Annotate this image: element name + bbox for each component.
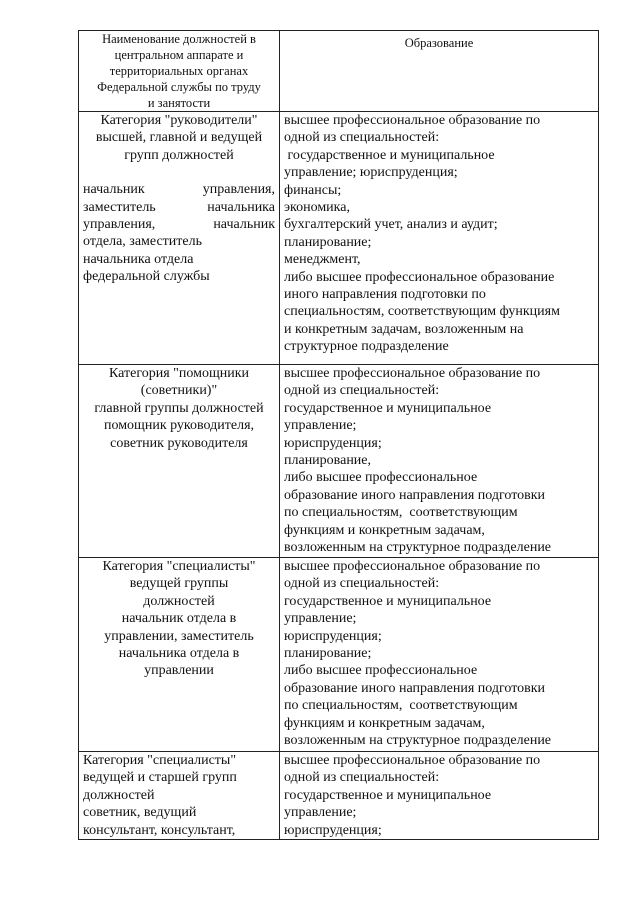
education-cell xyxy=(280,752,599,840)
education-line: управление; xyxy=(284,805,357,821)
positions-cell xyxy=(79,365,280,558)
education-line: функциям и конкретным задачам, xyxy=(284,522,485,538)
category-line: групп должностей xyxy=(124,147,234,163)
category-line: Категория "специалисты" xyxy=(102,559,256,574)
position-line: консультант, консультант, xyxy=(83,822,236,838)
table-row xyxy=(79,752,599,840)
category-line: ведущей и старшей групп xyxy=(83,770,237,786)
education-cell xyxy=(280,112,599,365)
education-line: планирование; xyxy=(284,234,372,250)
education-line: высшее профессиональное образование по xyxy=(284,753,541,768)
education-line: либо высшее профессиональное xyxy=(284,470,478,486)
education-line: высшее профессиональное образование по xyxy=(284,113,541,128)
education-line: юриспруденция; xyxy=(284,822,382,838)
category-line: управлении xyxy=(144,663,214,679)
education-line: государственное и муниципальное xyxy=(284,787,492,803)
education-line: финансы; xyxy=(284,182,342,198)
category-line: управлении, заместитель xyxy=(104,628,254,644)
education-line: либо высшее профессиональное образование xyxy=(284,269,555,285)
education-line: и конкретным задачам, возложенным на xyxy=(284,321,524,337)
education-line: специальностям, соответствующим функциям xyxy=(284,304,560,320)
education-line: возложенным на структурное подразделение xyxy=(284,733,552,749)
header-education: Образование xyxy=(280,31,599,112)
table-row xyxy=(79,112,599,365)
education-cell xyxy=(280,558,599,752)
positions-cell xyxy=(79,558,280,752)
position-line: федеральной службы xyxy=(83,269,210,285)
category-line: помощник руководителя, xyxy=(103,418,255,434)
position-line: начальника отдела xyxy=(83,251,194,267)
table-row xyxy=(79,365,599,558)
education-line: по специальностям, соответствующим xyxy=(284,505,518,521)
position-line: советник, ведущий xyxy=(83,805,197,821)
education-line: юриспруденция; xyxy=(284,435,382,451)
education-line: управление; юриспруденция; xyxy=(284,165,458,181)
education-line: управление; xyxy=(284,611,357,627)
education-line: структурное подразделение xyxy=(284,339,449,355)
category-line: должностей xyxy=(83,787,155,803)
header-line: и занятости xyxy=(147,96,211,110)
education-line: государственное и муниципальное xyxy=(284,400,492,416)
category-line: Категория "специалисты" xyxy=(83,753,237,768)
education-cell xyxy=(280,365,599,558)
education-line: одной из специальностей: xyxy=(284,383,440,399)
education-line: высшее профессиональное образование по xyxy=(284,559,541,574)
category-line: ведущей группы xyxy=(129,576,229,592)
education-line: управление; xyxy=(284,418,357,434)
position-line: отдела, заместитель xyxy=(83,234,202,250)
table-row xyxy=(79,558,599,752)
education-line: образование иного направления подготовки xyxy=(284,487,546,503)
category-line: Категория "руководители" xyxy=(100,113,258,128)
header-line: Федеральной службы по труду xyxy=(97,80,261,94)
education-line: одной из специальностей: xyxy=(284,770,440,786)
education-line: менеджмент, xyxy=(284,252,361,268)
education-line: либо высшее профессиональное xyxy=(284,663,478,679)
qualification-table xyxy=(78,30,599,840)
table-header-row xyxy=(79,31,599,112)
category-line: начальник отдела в xyxy=(121,611,237,627)
header-line: центральном аппарате и xyxy=(114,48,244,62)
education-line: одной из специальностей: xyxy=(284,576,440,592)
category-line: главной группы должностей xyxy=(94,400,264,416)
education-line: государственное и муниципальное xyxy=(284,593,492,609)
education-line: государственное и муниципальное xyxy=(284,147,495,163)
education-line: по специальностям, соответствующим xyxy=(284,698,518,714)
header-line: Наименование должностей в xyxy=(102,32,256,46)
education-line: одной из специальностей: xyxy=(284,130,440,146)
education-line: высшее профессиональное образование по xyxy=(284,366,541,381)
education-line: бухгалтерский учет, анализ и аудит; xyxy=(284,217,498,233)
category-line: Категория "помощники xyxy=(108,366,250,381)
education-line: возложенным на структурное подразделение xyxy=(284,540,552,556)
education-line: функциям и конкретным задачам, xyxy=(284,715,485,731)
education-line: иного направления подготовки по xyxy=(284,287,486,303)
education-line: планирование, xyxy=(284,453,372,469)
category-line: советник руководителя xyxy=(110,435,248,451)
position-line: заместитель начальника xyxy=(83,199,275,215)
header-line: территориальных органах xyxy=(109,64,249,78)
positions-cell xyxy=(79,112,280,365)
position-line: управления, начальник xyxy=(83,217,275,233)
category-line: (советники)" xyxy=(140,383,218,399)
education-line: образование иного направления подготовки xyxy=(284,680,546,696)
education-line: экономика, xyxy=(284,200,350,216)
positions-cell xyxy=(79,752,280,840)
position-line: начальник управления, xyxy=(83,182,275,198)
education-line: планирование; xyxy=(284,646,372,662)
category-line: должностей xyxy=(143,593,215,609)
category-line: высшей, главной и ведущей xyxy=(95,130,263,146)
education-line: юриспруденция; xyxy=(284,628,382,644)
category-line: начальника отдела в xyxy=(118,646,240,662)
header-positions xyxy=(79,31,280,112)
